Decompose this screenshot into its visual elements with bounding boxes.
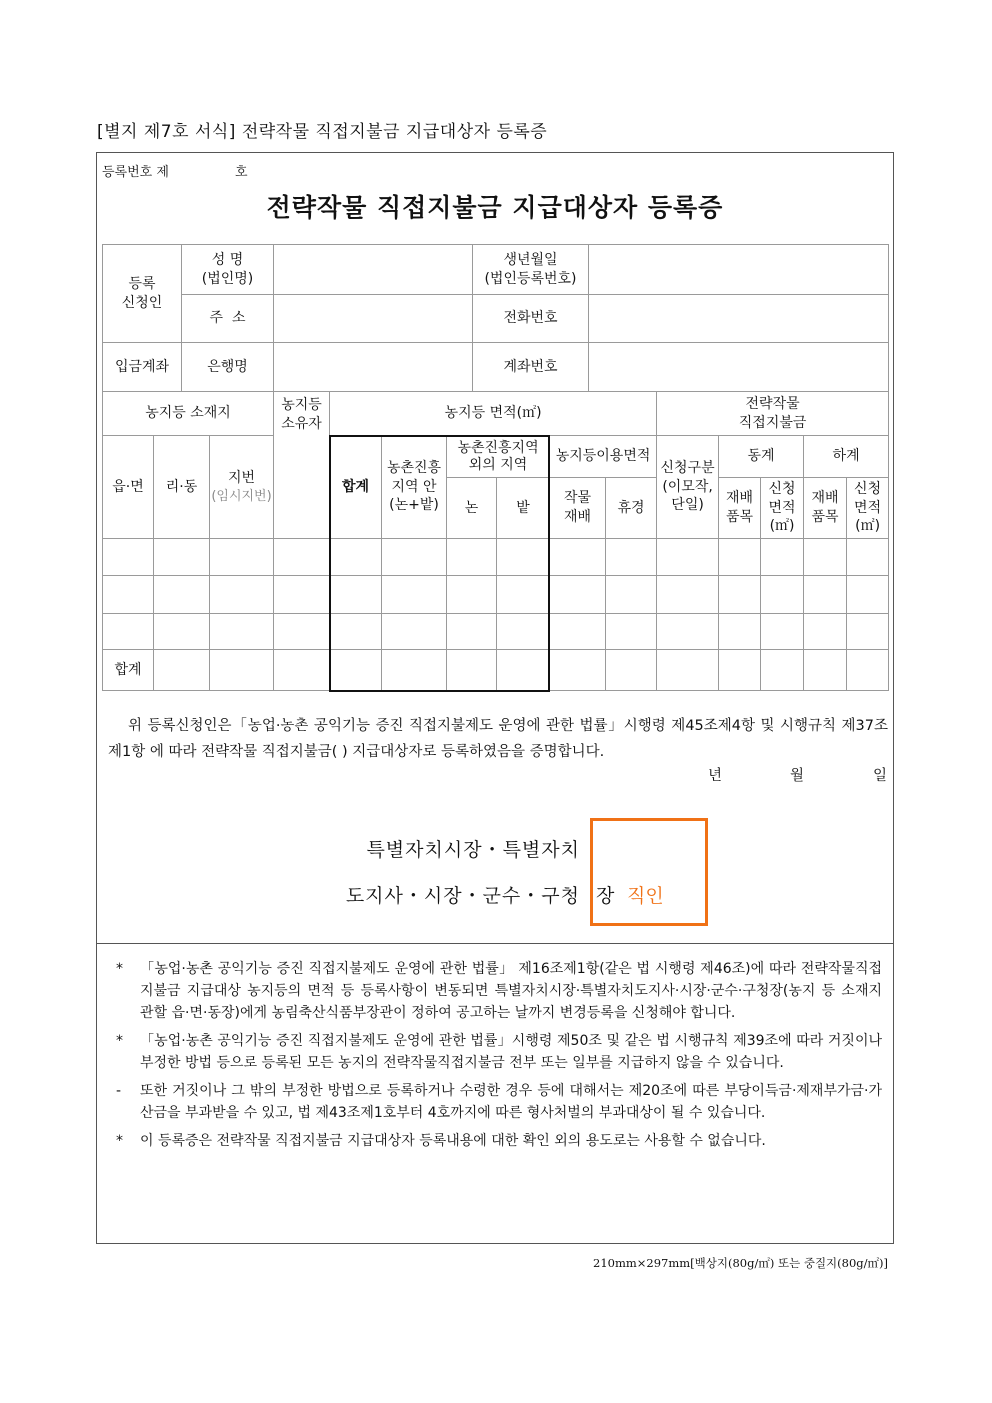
winter-crop-item-header: 재배 품목 (719, 478, 761, 539)
total-row (103, 650, 889, 691)
winter-header: 동계 (719, 436, 804, 478)
total-area-header: 합계 (330, 436, 382, 539)
notes-divider (96, 943, 894, 944)
town-header: 읍·면 (103, 436, 154, 539)
seal-label: 직인 (627, 885, 664, 907)
account-number-field[interactable] (589, 343, 889, 392)
note-item (110, 958, 882, 1024)
address-label: 주 소 (182, 295, 274, 343)
certification-text: 위 등록신청인은「농업·농촌 공익기능 증진 직접지불제도 운영에 관한 법률」시행령 제45조제4항 및 시행규칙 제37조제1항 에 따라 전략작물 직접지불금( ) 지급대상자로 등록하였음을 증명합니다. (108, 718, 888, 760)
date-year: 년 (708, 768, 723, 784)
phone-field[interactable] (589, 295, 889, 343)
applicant-table (102, 244, 889, 392)
name-field[interactable] (274, 245, 473, 295)
note-text: 또한 거짓이나 그 밖의 부정한 방법으로 등록하거나 수령한 경우 등에 대해서는 제20조에 따른 부당이득금·제재부가금·가산금을 부과받을 수 있고, 법 제43조제1호부터 4호까지에 따른 형사처벌의 부과대상이 될 수 있습니다. (140, 1083, 882, 1121)
land-table (102, 391, 889, 691)
registration-number (102, 161, 248, 180)
note-bullet: - (116, 1083, 122, 1099)
summer-crop-item-header: 재배 품목 (804, 478, 847, 539)
paper-size-note: 210mm×297mm[백상지(80g/㎡) 또는 중질지(80g/㎡)] (593, 1256, 888, 1270)
authority-line-1: 특별자치시장・특별자치 (366, 839, 580, 861)
bank-field[interactable] (274, 343, 473, 392)
birth-field[interactable] (589, 245, 889, 295)
usage-area-header: 농지등이용면적 (550, 436, 657, 478)
outside-zone-header: 농촌진흥지역 외의 지역 (447, 436, 550, 478)
paddy-header: 논 (447, 478, 497, 539)
fallow-header: 휴경 (606, 478, 657, 539)
authority-line-2: 도지사・시장・군수・구청 (345, 885, 580, 907)
location-header: 농지등 소재지 (103, 392, 274, 436)
note-item (110, 1080, 882, 1124)
inside-zone-header: 농촌진흥 지역 안 (논+밭) (382, 436, 447, 539)
village-header: 리·동 (154, 436, 210, 539)
registration-prefix: 등록번호 제 (102, 165, 169, 180)
registration-suffix: 호 (234, 165, 248, 180)
table-row (103, 539, 889, 576)
bank-label: 은행명 (182, 343, 274, 392)
summer-apply-area-header: 신청 면적 (㎡) (847, 478, 889, 539)
account-group-label: 입금계좌 (103, 343, 182, 392)
date-month: 월 (790, 768, 805, 784)
winter-apply-area-header: 신청 면적 (㎡) (761, 478, 804, 539)
area-header: 농지등 면적(㎡) (330, 392, 657, 436)
total-row-label: 합계 (103, 650, 154, 691)
note-bullet: * (116, 1133, 123, 1149)
note-text: 「농업·농촌 공익기능 증진 직접지불제도 운영에 관한 법률」 제16조제1항(같은 법 시행령 제46조)에 따라 전략작물직접지불금 지급대상 농지등의 면적 등 등록사항이 변동되면 특별자치시장·특별자치도지사·시장·군수·구청장(농지 등 소재지 관할 읍·면·동장)에게 농림축산식품부장관이 정하여 공고하는 날까지 변경등록을 신청해야 합니다. (140, 961, 882, 1021)
table-row (103, 614, 889, 650)
seal-box (590, 818, 708, 926)
form-caption: [별지 제7호 서식] 전략작물 직접지불금 지급대상자 등록증 (97, 122, 548, 142)
birth-label: 생년월일 (법인등록번호) (473, 245, 589, 295)
lot-header: 지번 (임시지번) (210, 436, 274, 539)
note-bullet: * (116, 961, 123, 977)
note-text: 이 등록증은 전략작물 직접지불금 지급대상자 등록내용에 대한 확인 외의 용도로는 사용할 수 없습니다. (140, 1133, 766, 1149)
applicant-group-label: 등록 신청인 (103, 245, 182, 343)
name-label: 성 명 (법인명) (182, 245, 274, 295)
owner-header: 농지등 소유자 (274, 392, 330, 539)
notes-section (110, 958, 882, 1158)
note-item (110, 1030, 882, 1074)
apply-type-header: 신청구분 (이모작, 단일) (657, 436, 719, 539)
summer-header: 하계 (804, 436, 889, 478)
note-bullet: * (116, 1033, 123, 1049)
crop-cultivation-header: 작물 재배 (550, 478, 606, 539)
authority-suffix: 장 (596, 885, 615, 907)
field-header: 밭 (497, 478, 550, 539)
form-title: 전략작물 직접지불금 지급대상자 등록증 (266, 193, 724, 222)
lot-subheader: (임시지번) (211, 488, 272, 504)
note-item (110, 1130, 882, 1152)
table-row (103, 576, 889, 614)
date-day: 일 (873, 768, 888, 784)
payment-header: 전략작물 직접지불금 (657, 392, 889, 436)
address-field[interactable] (274, 295, 473, 343)
phone-label: 전화번호 (473, 295, 589, 343)
note-text: 「농업·농촌 공익기능 증진 직접지불제도 운영에 관한 법률」시행령 제50조 및 같은 법 시행규칙 제39조에 따라 거짓이나 부정한 방법 등으로 등록된 모든 농지의 전략작물직접지불금 전부 또는 일부를 지급하지 않을 수 있습니다. (140, 1033, 882, 1071)
account-number-label: 계좌번호 (473, 343, 589, 392)
